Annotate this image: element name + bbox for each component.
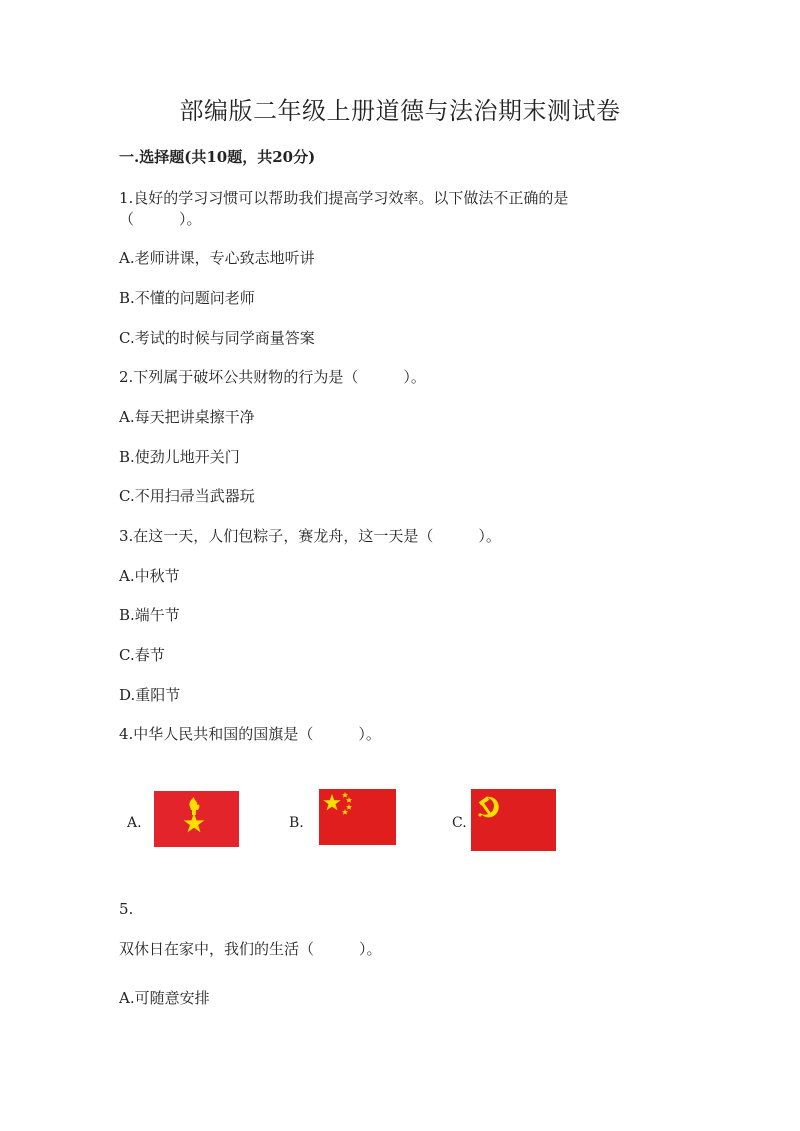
question-2-option-a[interactable]: A.每天把讲桌擦干净	[119, 408, 255, 426]
question-1-stem-continued: （ ）。	[119, 210, 202, 228]
flag-option-b-image[interactable]	[319, 789, 396, 845]
question-1-stem: 1.良好的学习习惯可以帮助我们提高学习效率。以下做法不正确的是	[119, 189, 569, 207]
question-1-option-c[interactable]: C.考试的时候与同学商量答案	[119, 329, 315, 347]
flag-option-a-image[interactable]	[154, 791, 239, 847]
hammer-sickle-flag-icon	[471, 789, 556, 851]
question-1-option-b[interactable]: B.不懂的问题问老师	[119, 289, 255, 307]
question-4-stem: 4.中华人民共和国的国旗是（ ）。	[119, 725, 381, 743]
page-title: 部编版二年级上册道德与法治期末测试卷	[179, 97, 621, 125]
flag-option-b-label[interactable]: B.	[289, 815, 304, 831]
question-3-option-c[interactable]: C.春节	[119, 646, 165, 664]
question-2-option-c[interactable]: C.不用扫帚当武器玩	[119, 487, 255, 505]
question-2-option-b[interactable]: B.使劲儿地开关门	[119, 448, 240, 466]
question-2-stem: 2.下列属于破坏公共财物的行为是（ ）。	[119, 368, 426, 386]
question-5-option-a[interactable]: A.可随意安排	[119, 989, 210, 1007]
question-1-option-a[interactable]: A.老师讲课，专心致志地听讲	[119, 249, 315, 267]
question-3-option-a[interactable]: A.中秋节	[119, 567, 180, 585]
flag-option-a-label[interactable]: A.	[127, 815, 142, 831]
question-5-stem: 双休日在家中，我们的生活（ ）。	[119, 940, 382, 958]
question-3-stem: 3.在这一天，人们包粽子，赛龙舟，这一天是（ ）。	[119, 527, 501, 545]
five-star-flag-icon	[319, 789, 396, 845]
flag-option-c-image[interactable]	[471, 789, 556, 851]
torch-star-flag-icon	[154, 791, 239, 847]
section-header: 一.选择题(共10题，共20分)	[119, 148, 316, 166]
question-3-option-d[interactable]: D.重阳节	[119, 686, 181, 704]
flag-option-c-label[interactable]: C.	[452, 815, 467, 831]
question-5-number: 5.	[119, 900, 134, 918]
question-3-option-b[interactable]: B.端午节	[119, 606, 180, 624]
